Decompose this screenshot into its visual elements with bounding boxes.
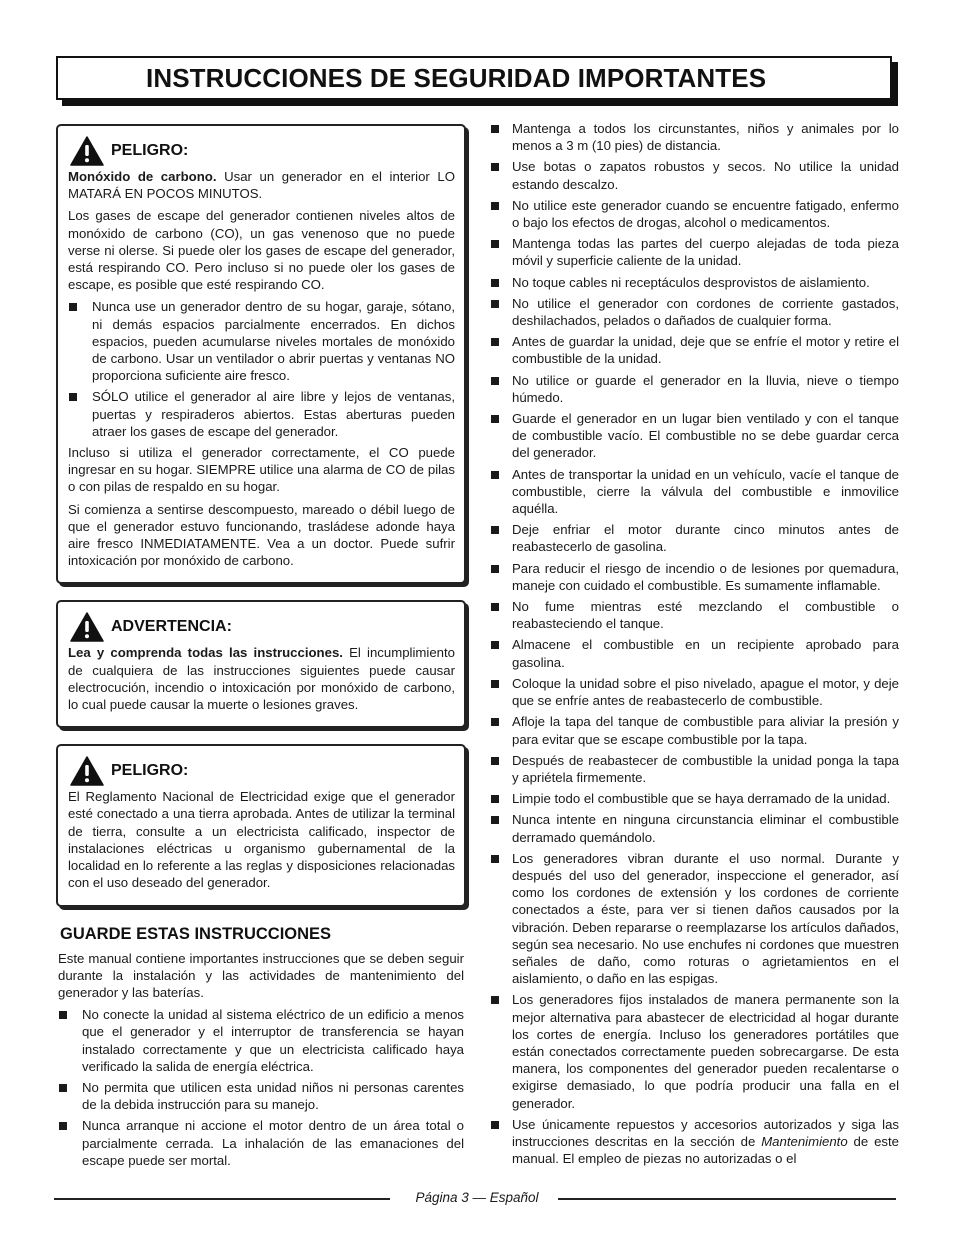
co-paragraph-2: Incluso si utiliza el generador correctamente, el CO puede ingresar en su hogar. SIEMPRE utilice una alarma de CO de pilas o con pilas de respaldo en su hogar. xyxy=(68,445,455,495)
list-item-text: No fume mientras esté mezclando el combustible o reabasteciendo el tanque. xyxy=(512,599,899,632)
list-item xyxy=(490,274,899,291)
co-bullet-list xyxy=(68,298,455,440)
list-item-text: SÓLO utilice el generador al aire libre y lejos de ventanas, puertas y respiraderos abiertos. Estas aberturas pueden atraer los gases de escape del generador. xyxy=(92,389,455,439)
list-item xyxy=(490,991,899,1111)
bullet-square-icon xyxy=(491,415,499,423)
bullet-square-icon xyxy=(491,125,499,133)
danger-box-co-header xyxy=(68,134,455,168)
list-item xyxy=(490,372,899,406)
list-item xyxy=(490,675,899,709)
list-item-text: No conecte la unidad al sistema eléctrico de un edificio a menos que el generador y el interruptor de transferencia se hayan instalado correctamente y que un electricista calificado haya verificado la salida de energía eléctrica. xyxy=(82,1007,464,1074)
warning-text xyxy=(68,644,455,713)
bullet-square-icon xyxy=(491,565,499,573)
list-item xyxy=(490,466,899,518)
list-item xyxy=(490,120,899,154)
warning-lead-bold: Lea y comprenda todas las instrucciones. xyxy=(68,645,343,661)
warning-box-header xyxy=(68,610,455,644)
save-intro: Este manual contiene importantes instrucciones que se deben seguir durante la instalación y las actividades de mantenimiento del generador y las baterías. xyxy=(58,950,464,1000)
co-paragraph-1: Los gases de escape del generador contienen niveles altos de monóxido de carbono (CO), un gas venenoso que no puede verse ni olerse. Si puede oler los gases de escape del generador, está respirando CO. Pero incluso si no puede oler los gases de escape, es posible que esté respirando CO. xyxy=(68,208,455,293)
list-item-text: Antes de guardar la unidad, deje que se enfríe el motor y retire el combustible de la unidad. xyxy=(512,334,899,367)
list-item xyxy=(490,158,899,192)
bullet-square-icon xyxy=(69,393,77,401)
title-box xyxy=(56,56,892,100)
warning-heading: ADVERTENCIA: xyxy=(111,618,232,636)
list-item xyxy=(490,333,899,367)
bullet-square-icon xyxy=(491,202,499,210)
last-item-text-a: Use únicamente repuestos y accesorios autorizados y siga las instrucciones descritas en la sección de xyxy=(512,1116,899,1149)
danger-heading: PELIGRO: xyxy=(111,142,189,159)
co-lead-bold: Monóxido de carbono. xyxy=(68,169,217,184)
list-item-text: Para reducir el riesgo de incendio o de lesiones por quemadura, maneje con cuidado el combustible. Es sumamente inflamable. xyxy=(512,560,899,593)
save-bullet-list xyxy=(58,1006,464,1169)
warning-lead-rest: El incumplimiento de cualquiera de las instrucciones siguientes puede causar electrocución, incendio o intoxicación por monóxido de carbono, lo cual puede causar la muerte o lesiones graves. xyxy=(68,645,455,713)
list-item-text: Mantenga a todos los circunstantes, niños y animales por lo menos a 3 m (10 pies) de distancia. xyxy=(512,121,899,154)
list-item-text: Nunca use un generador dentro de su hogar, garaje, sótano, ni demás espacios parcialmente encerrados. En dichos espacios, pueden acumularse niveles mortales de monóxido de carbono. Usar un ventilador o abrir puertas y ventanas NO proporciona suficiente aire fresco. xyxy=(92,299,455,384)
bullet-square-icon xyxy=(59,1122,67,1130)
list-item xyxy=(58,1117,464,1169)
list-item xyxy=(490,197,899,231)
last-item-text-em: Mantenimiento xyxy=(761,1133,848,1149)
list-item xyxy=(490,713,899,747)
list-item-text: Almacene el combustible en un recipiente aprobado para gasolina. xyxy=(512,637,899,670)
page-number: Página 3 — Español xyxy=(415,1190,539,1205)
list-item xyxy=(490,235,899,269)
bullet-square-icon xyxy=(491,163,499,171)
list-item-text: Coloque la unidad sobre el piso nivelado, apague el motor, y deje que se enfríe antes de reabastecerlo de combustible. xyxy=(512,675,899,709)
list-item xyxy=(490,636,899,670)
list-item xyxy=(68,388,455,440)
list-item-text: Limpie todo el combustible que se haya derramado de la unidad. xyxy=(512,791,891,807)
list-item-text xyxy=(512,1117,899,1166)
list-item-text: Use botas o zapatos robustos y secos. No utilice la unidad estando descalzo. xyxy=(512,159,899,192)
danger-box-co xyxy=(56,124,466,584)
bullet-square-icon xyxy=(491,996,499,1004)
bullet-square-icon xyxy=(491,471,499,479)
list-item xyxy=(490,752,899,786)
title-banner xyxy=(56,56,898,106)
right-column xyxy=(490,120,899,1171)
list-item-text: No permita que utilicen esta unidad niños ni personas carentes de la debida instrucción para su manejo. xyxy=(82,1079,464,1113)
list-item xyxy=(68,298,455,384)
bullet-square-icon xyxy=(491,855,499,863)
footer-rule-right xyxy=(558,1198,896,1200)
warning-triangle-icon xyxy=(70,756,104,786)
bullet-square-icon xyxy=(491,816,499,824)
page-footer xyxy=(54,1190,896,1206)
ground-text: El Reglamento Nacional de Electricidad exige que el generador esté conectado a una tierra aprobada. Antes de utilizar la terminal de tierra, consulte a un electricista calificado, inspector de instalaciones eléctricas u organismo gubernamental de la localidad en lo referente a las reglas y disposiciones relacionadas con el uso deseado del generador. xyxy=(68,789,455,891)
warning-triangle-icon xyxy=(70,136,104,166)
list-item xyxy=(58,1006,464,1075)
list-item xyxy=(490,410,899,462)
warning-triangle-icon xyxy=(70,612,104,642)
list-item xyxy=(490,295,899,329)
list-item-text: No toque cables ni receptáculos desprovistos de aislamiento. xyxy=(512,274,870,290)
list-item-text: No utilice este generador cuando se encuentre fatigado, enfermo o bajo los efectos de drogas, alcohol o medicamentos. xyxy=(512,197,899,231)
bullet-square-icon xyxy=(491,377,499,385)
bullet-square-icon xyxy=(69,303,77,311)
list-item-text: Deje enfriar el motor durante cinco minutos antes de reabastecerlo de gasolina. xyxy=(512,522,899,555)
list-item xyxy=(490,560,899,594)
bullet-square-icon xyxy=(491,240,499,248)
list-item-text: Antes de transportar la unidad en un vehículo, vacíe el tanque de combustible, cierre la válvula del combustible e inmovilice aquélla. xyxy=(512,466,899,517)
list-item-text: Nunca intente en ninguna circunstancia eliminar el combustible derramado quemándolo. xyxy=(512,812,899,845)
warning-box xyxy=(56,600,466,728)
safety-bullet-list xyxy=(490,120,899,1167)
list-item xyxy=(490,1116,899,1168)
bullet-square-icon xyxy=(491,641,499,649)
bullet-square-icon xyxy=(491,338,499,346)
list-item-text: No utilice el generador con cordones de corriente gastados, deshilachados, pelados o dañados de cualquier forma. xyxy=(512,295,899,329)
list-item xyxy=(490,521,899,555)
page-title: INSTRUCCIONES DE SEGURIDAD IMPORTANTES xyxy=(146,62,767,93)
bullet-square-icon xyxy=(59,1084,67,1092)
list-item xyxy=(490,811,899,845)
list-item-text: Afloje la tapa del tanque de combustible para aliviar la presión y para evitar que se escape combustible por la tapa. xyxy=(512,714,899,747)
co-lead-rest: Usar un generador en el interior LO MATARÁ EN POCOS MINUTOS. xyxy=(68,169,455,202)
danger-heading: PELIGRO: xyxy=(111,762,189,780)
bullet-square-icon xyxy=(491,718,499,726)
list-item xyxy=(58,1079,464,1113)
bullet-square-icon xyxy=(491,300,499,308)
save-instructions-heading: GUARDE ESTAS INSTRUCCIONES xyxy=(60,924,332,943)
list-item-text: Los generadores fijos instalados de manera permanente son la mejor alternativa para abastecer de electricidad al hogar durante los cortes de energía. Incluso los generadores portátiles que están conectados correctamente pueden sobrecargarse. De esta manera, los componentes del generador pueden recalentarse o exigirse demasiado, lo que podría producir una falla en el generador. xyxy=(512,992,899,1111)
danger-box-ground-header xyxy=(68,754,455,788)
last-item-text-b: de este manual. El empleo de piezas no autorizadas o el xyxy=(512,1133,899,1167)
bullet-square-icon xyxy=(491,1121,499,1129)
bullet-square-icon xyxy=(491,279,499,287)
list-item-text: Guarde el generador en un lugar bien ventilado y con el tanque de combustible vacío. El combustible no se debe guardar cerca del generador. xyxy=(512,411,899,461)
list-item-text: Después de reabastecer de combustible la unidad ponga la tapa y apriétela firmemente. xyxy=(512,752,899,785)
list-item-text: Mantenga todas las partes del cuerpo alejadas de toda pieza móvil y superficie caliente de la unidad. xyxy=(512,236,899,269)
danger-box-ground xyxy=(56,744,466,906)
bullet-square-icon xyxy=(491,680,499,688)
co-paragraph-3: Si comienza a sentirse descompuesto, mareado o débil luego de que el generador estuvo funcionando, trasládese adonde haya aire fresco INMEDIATAMENTE. Vea a un doctor. Puede sufrir intoxicación por monóxido de carbono. xyxy=(68,501,455,569)
save-instructions-section xyxy=(56,925,466,1169)
bullet-square-icon xyxy=(491,757,499,765)
list-item xyxy=(490,850,899,988)
list-item xyxy=(490,598,899,632)
bullet-square-icon xyxy=(491,526,499,534)
bullet-square-icon xyxy=(491,603,499,611)
co-lead xyxy=(68,168,455,202)
list-item-text: Los generadores vibran durante el uso normal. Durante y después del uso del generador, inspeccione el generador, así como los cordones de extensión y los cordones de corriente conectados a éste, para ver si tienen daños causados por la vibración. Deben repararse o reemplazarse los artículos dañados, según sea necesario. No use enchufes ni cordones que muestren señales de daño, como roturas o agrietamientos en el aislamiento, o daño en las espigas. xyxy=(512,850,899,987)
footer-rule-left xyxy=(54,1198,390,1200)
list-item-text: Nunca arranque ni accione el motor dentro de un área total o parcialmente cerrada. La inhalación de las emanaciones del escape puede ser mortal. xyxy=(82,1118,464,1168)
list-item xyxy=(490,790,899,807)
left-column xyxy=(56,124,466,1173)
list-item-text: No utilice or guarde el generador en la lluvia, nieve o tiempo húmedo. xyxy=(512,372,899,405)
bullet-square-icon xyxy=(59,1011,67,1019)
bullet-square-icon xyxy=(491,795,499,803)
